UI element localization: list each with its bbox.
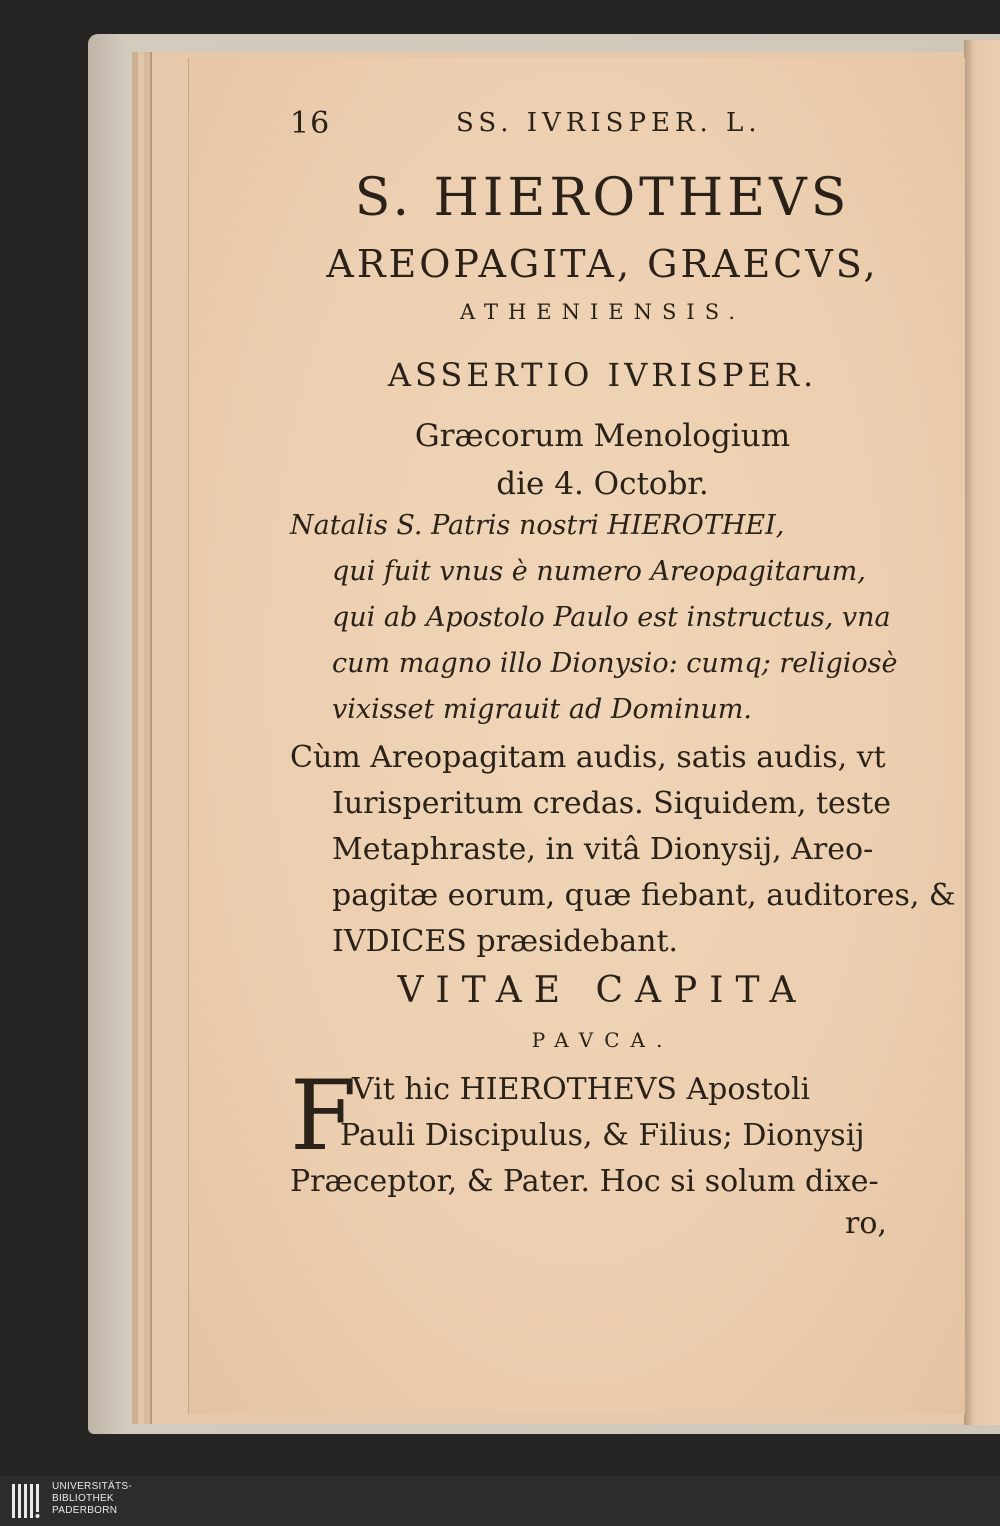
quote-line: qui fuit vnus è numero Areopagitarum, [332, 556, 866, 587]
body-line: Iurisperitum credas. Siquidem, teste [332, 786, 891, 821]
title-line-2: AREOPAGITA, GRAECVS, [326, 242, 879, 286]
assertio-heading: ASSERTIO IVRISPER. [387, 356, 818, 394]
running-title: SS. IVRISPER. L. [456, 108, 762, 138]
library-name [52, 1481, 132, 1517]
body-line: pagitæ eorum, quæ fiebant, auditores, & [332, 878, 956, 913]
quote-line: vixisset migrauit ad Dominum. [332, 694, 752, 725]
closing-line: Pauli Discipulus, & Filius; Dionysij [340, 1118, 865, 1153]
section-heading-2: PAVCA. [531, 1028, 674, 1052]
quote-line: qui ab Apostolo Paulo est instructus, vna [332, 602, 891, 633]
section-heading-1: VITAE CAPITA [397, 970, 808, 1011]
library-name-line-3: PADERBORN [52, 1505, 118, 1516]
quote-line: cum magno illo Dionysio: cumq; religiosè [332, 648, 898, 679]
quote-line: Natalis S. Patris nostri HIEROTHEI, [290, 510, 785, 541]
body-line: IVDICES præsidebant. [332, 924, 679, 959]
body-line: Cùm Areopagitam audis, satis audis, vt [290, 740, 886, 775]
title-line-1: S. HIEROTHEVS [354, 168, 851, 228]
title-line-3: ATHENIENSIS. [459, 300, 746, 324]
source-line-2: die 4. Octobr. [496, 466, 709, 502]
closing-line: Præceptor, & Pater. Hoc si solum dixe- [290, 1164, 879, 1199]
body-line: Metaphraste, in vitâ Dionysij, Areo- [332, 832, 874, 867]
closing-line: Vit hic HIEROTHEVS Apostoli [352, 1072, 811, 1107]
source-line-1: Græcorum Menologium [414, 418, 791, 454]
catchword: ro, [845, 1206, 887, 1241]
library-name-line-2: BIBLIOTHEK [52, 1493, 114, 1504]
library-logo-icon [10, 1482, 48, 1520]
library-footer [0, 1476, 1000, 1526]
facing-page-edge [964, 40, 1000, 1425]
drop-cap: F [290, 1060, 357, 1172]
library-name-line-1: UNIVERSITÄTS- [52, 1481, 133, 1492]
page-number: 16 [290, 106, 331, 141]
